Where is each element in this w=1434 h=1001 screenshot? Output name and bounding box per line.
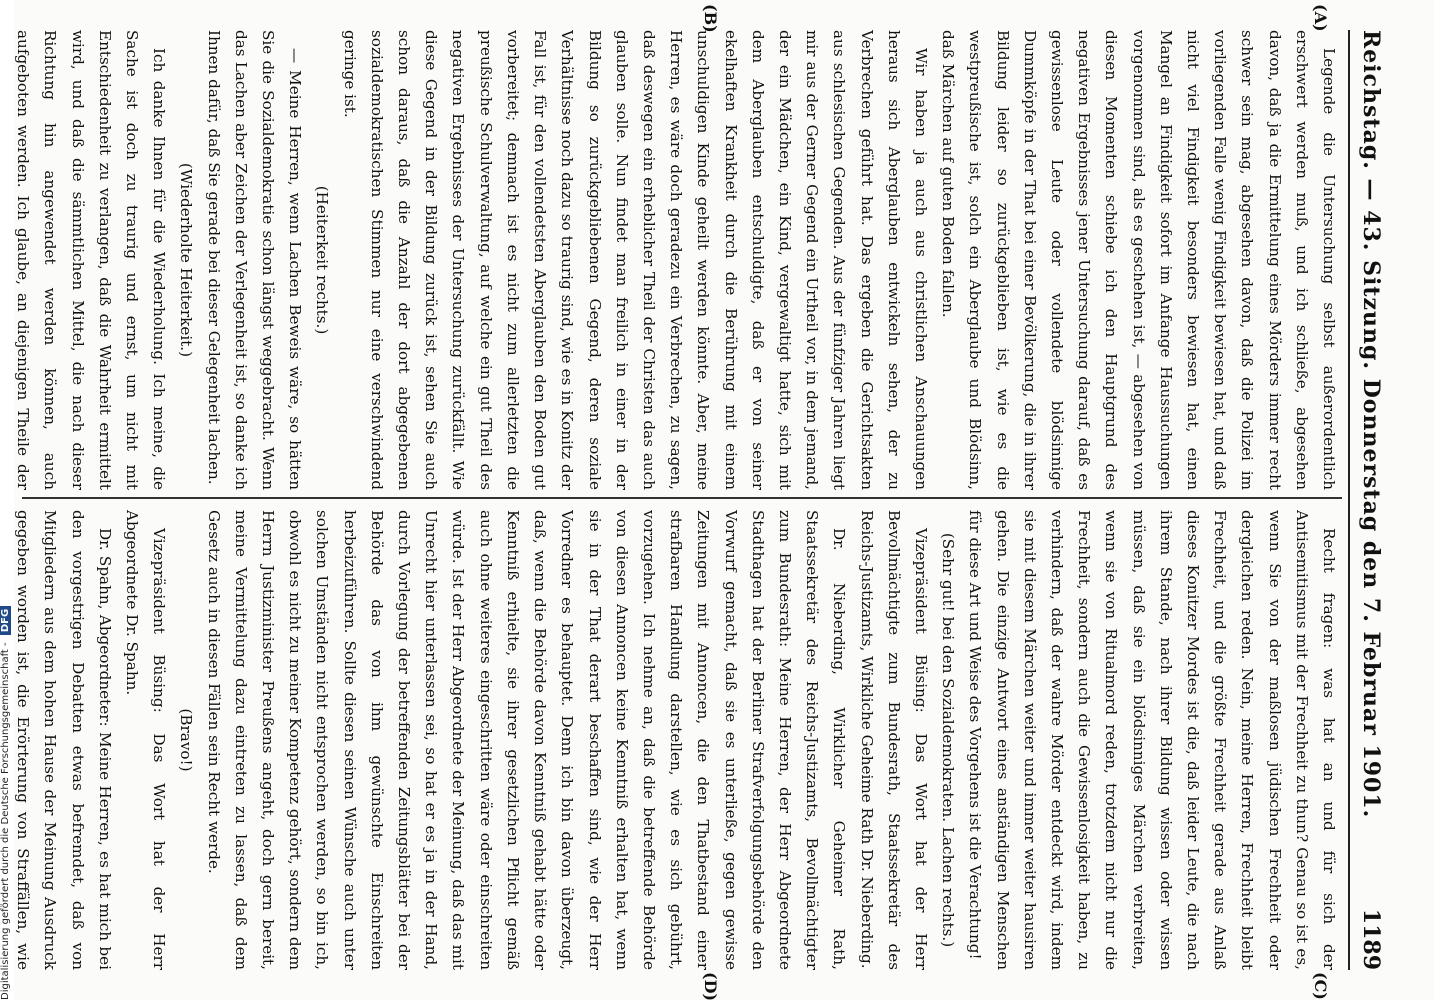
right-column	[12, 510, 1342, 970]
header-title: Reichstag. — 43. Sitzung. Donnerstag den 7. Februar 1901.	[1358, 30, 1384, 819]
interjection: (Bravo!)	[177, 708, 196, 772]
paragraph: Recht fragen: was hat an und für sich der Antisemitismus mit der Frechheit zu thun? Genau so ist es, wenn Sie von der maßlosen jüdischen Frechheit oder dergleichen reden. Nein, meine Herren, Frechheit bleibt Frechheit, und die größte Frechheit gerade aus Anlaß dieses Konitzer Mordes ist die, daß leider Leute, die nach ihrem Stande, nach ihrer Bildung wissen oder wissen müssen, daß sie ein blödsinniges Märchen verbreiten, wenn sie von Ritualmord reden, trotzdem nicht nur die Frechheit, sondern auch die Gewissenlosigkeit haben, zu verhindern, daß der wahre Mörder entdeckt wird, indem sie mit diesem Märchen weiter und immer weiter hausiren gehen. Die einzige Antwort eines anständigen Menschen für diese Art und Weise des Vorgehens ist die Verachtung!	[966, 510, 1338, 970]
paragraph: Wir haben ja auch aus christlichen Anschauungen heraus sich Aberglauben entwickeln sehen, der zu Verbrechen geführt hat. Das ergeben die Gerichtsakten aus schlesischen Gegenden. Aus der fünfziger Jahren liegt mir aus der Gerner Gegend ein Urtheil vor, in dem jemand, der ein Mädchen, ein Kind, vergewaltigt hatte, sich mit dem Aberglauben entschuldigte, daß er von seiner ekelhaften Krankheit durch die Berührung mit einem unschuldigen Kinde geheilt werden könnte. Aber, meine Herren, es wäre doch geradezu ein Verbrechen, zu sagen, daß deswegen ein erheblicher Theil der Christen das auch glauben solle. Nun findet man freilich in einer in der Bildung so zurückgebliebenen Gegend, deren soziale Verhältnisse noch dazu so traurig sind, wie es in Konitz der Fall ist, für den vollendetsten Aberglauben den Boden gut vorbereitet; demnach ist es nicht zum allerletzten die preußische Schulverwaltung, auf welche ein gut Theil des negativen Ergebnisses der Untersuchung zurückfällt. Wie diese Gegend in der Bildung zurück ist, sehen Sie auch schon daraus, daß die Anzahl der dort abgegebenen sozialdemokratischen Stimmen nur eine verschwindend geringe ist.	[340, 30, 930, 490]
section-marker-c: (C)	[1311, 972, 1330, 1000]
page-header	[1354, 30, 1388, 970]
paragraph: Vizepräsident Büsing: Das Wort hat der Herr Bevollmächtigte zum Bundesrath, Staatssekretär des Reichs-Justizamts, Wirkliche Geheime Rath Dr. Nieberding.	[857, 510, 930, 970]
paragraph: Ich danke Ihnen für die Wiederholung. Ich meine, die Sache ist doch zu traurig und ernst, um nicht mit Entschiedenheit zu verlangen, daß die Wahrheit ermittelt wird, und daß die sämmtlichen Mittel, die nach dieser Richtung hin angewendet werden können, auch aufgeboten werden. Ich glaube, an diejenigen Theile der	[14, 30, 169, 490]
digitization-credit-strip	[0, 0, 14, 1000]
paragraph: Legende die Untersuchung selbst außerordentlich erschwert werden muß, und ich schließe, abgesehen davon, daß ja die Ermittelung eines Mörders immer recht schwer sein mag, abgesehen davon, daß die Polizei im vorliegenden Falle wenig Findigkeit bewiesen hat, und daß nicht viel Findigkeit besonders bewiesen hat, einen Mangel an Findigkeit sofort im Anfange Haussuchungen vorgenommen sind, als es geschehen ist, — abgesehen von diesen Momenten schiebe ich den Hauptgrund des negativen Ergebnisses jener Untersuchung darauf, daß es gewissenlose Leute oder vollendete blödsinnige Dummköpfe in der That bei einer Bevölkerung, die in ihrer Bildung leider so zurückgeblieben ist, wie es die westpreußische ist, solch ein Aberglaube und Blödsinn, daß Märchen auf guten Boden fallen.	[939, 30, 1338, 490]
paragraph: Dr. Spahn, Abgeordneter: Meine Herren, es hat mich bei den vorgestrigen Debatten etwas befremdet, daß von Mitgliedern aus dem hohen Hause der Meinung Ausdruck gegeben worden ist, die Erörterung von Straffällen, wie	[14, 510, 114, 970]
interjection: (Sehr gut! bei den Sozialdemokraten. Lachen rechts.)	[939, 532, 958, 948]
dfg-logo: DFG	[0, 606, 11, 635]
section-marker-b: (B)	[701, 4, 720, 33]
paragraph: Vizepräsident Büsing: Das Wort hat der Herr Abgeordnete Dr. Spahn.	[123, 510, 169, 970]
paragraph: — Meine Herren, wenn Lachen Beweis wäre, so hätten Sie die Sozialdemokratie schon längst weggebracht. Wenn das Lachen aber Zeichen der Verlegenheit ist, so danke ich Ihnen dafür, daß Sie gerade bei dieser Gelegenheit lachen.	[204, 30, 305, 490]
paragraph: Dr. Nieberding, Wirklicher Geheimer Rath, Staatssekretär des Reichs-Justizamts, Bevollmächtigter zum Bundesrath: Meine Herren, der Herr Abgeordnete Stadthagen hat der Berliner Strafverfolgungsbehörde den Vorwurf gemacht, daß sie es unterließe, gegen gewisse Zeitungen mit Annoncen, die den Thatbestand einer strafbaren Handlung darstellen, wie es sich gebührt, vorzugehen. Ich nehme an, daß die betreffende Behörde von diesen Annoncen keine Kenntniß erhalten hat, wenn sie in der That derart beschaffen sind, wie der Herr Vorredner es behauptet. Denn ich bin davon überzeugt, daß, wenn die Behörde davon Kenntniß gehabt hätte oder Kenntniß erhielte, sie ihrer gesetzlichen Pflicht gemäß auch ohne weiteres eingeschritten wäre oder einschreiten würde. Ist der Herr Abgeordnete der Meinung, daß das mit Unrecht hier unterlassen sei, so hat er es ja in der Hand, durch Vorlegung der betreffenden Zeitungsblätter bei der Behörde das von ihm gewünschte Einschreiten herbeizuführen. Sollte diesen seinen Wünsche auch unter solchen Umständen nicht entsprochen werden, so bin ich, obwohl es nicht zu meiner Kompetenz gehört, sondern dem Herrn Justizminister Preußens angeht, doch gern bereit, meine Vermittelung dazu eintreten zu lassen, daß dem Gesetz auch in diesen Fällen sein Recht werde.	[204, 510, 849, 970]
interjection: (Wiederholte Heiterkeit.)	[177, 162, 196, 358]
digitization-credit	[0, 0, 14, 1000]
interjection: (Heiterkeit rechts.)	[313, 185, 332, 335]
header-rule	[1348, 30, 1350, 970]
section-marker-d: (D)	[701, 972, 720, 1001]
left-column	[12, 30, 1342, 490]
page-number: 1189	[1358, 908, 1384, 970]
credit-text: Digitalisierung gefördert durch die Deutsche Forschungsgemeinschaft -	[0, 642, 11, 1000]
section-marker-a: (A)	[1311, 4, 1330, 32]
column-divider	[22, 497, 1342, 499]
